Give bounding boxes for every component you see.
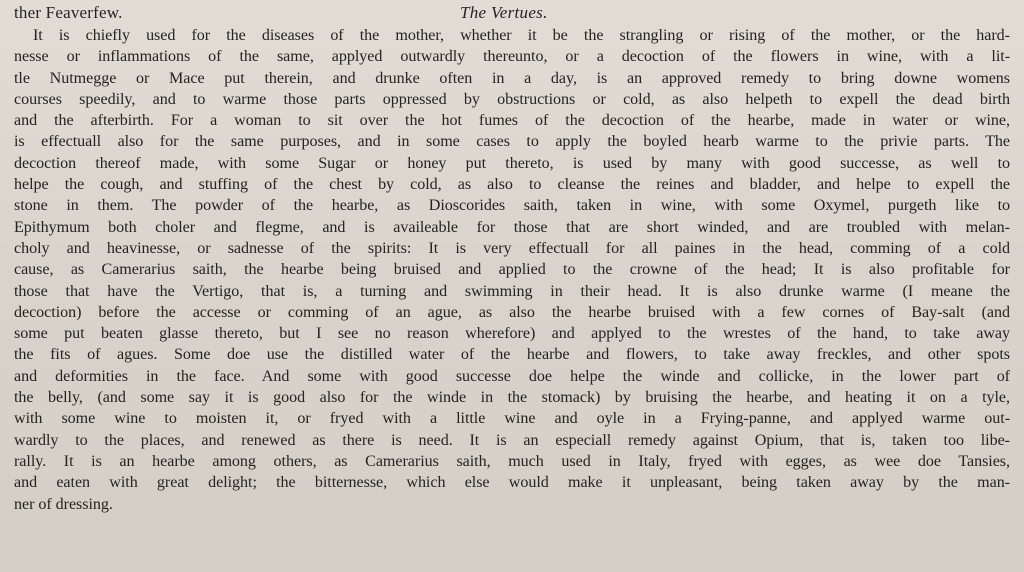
text-line: It is chiefly used for the diseases of the mother, whether it be the strangling or rising of the mother, or the hard- bbox=[33, 27, 1010, 44]
text-line: and eaten with great delight; the bitternesse, which else would make it unpleasant, being taken away by the man- bbox=[14, 474, 1010, 492]
text-line: nesse or inflammations of the same, applyed outwardly thereunto, or a decoction of the flowers in wine, with a lit- bbox=[14, 48, 1010, 66]
text-line: those that have the Vertigo, that is, a turning and swimming in their head. It is also drunke warme (I meane the bbox=[14, 282, 1010, 300]
text-line: and deformities in the face. And some with good successe doe helpe the winde and collicke, in the lower part of bbox=[14, 367, 1010, 385]
text-line: Epithymum both choler and flegme, and is availeable for those that are short winded, and are troubled with melan- bbox=[14, 218, 1010, 236]
text-line: decoction thereof made, with some Sugar or honey put thereto, is used by many with good successe, as well to bbox=[14, 154, 1010, 172]
text-line: the belly, (and some say it is good also for the winde in the stomack) by bruising the hearbe, and heating it on a tyle, bbox=[14, 389, 1010, 407]
text-line: some put beaten glasse thereto, but I see no reason wherefore) and applyed to the wrestes of the hand, to take away bbox=[14, 325, 1010, 343]
text-line: stone in them. The powder of the hearbe, as Dioscorides saith, taken in wine, with some Oxymel, purgeth like to bbox=[14, 197, 1010, 215]
body-paragraph bbox=[14, 25, 1010, 515]
running-head-left: ther Feaverfew. bbox=[14, 3, 123, 22]
text-line: wardly to the places, and renewed as there is need. It is an especiall remedy against Opium, that is, taken too libe- bbox=[14, 431, 1010, 449]
text-line: ner of dressing. bbox=[14, 495, 113, 513]
text-line: cause, as Camerarius saith, the hearbe being bruised and applied to the crowne of the head; It is also profitable for bbox=[14, 261, 1010, 279]
text-line: tle Nutmegge or Mace put therein, and drunke often in a day, is an approved remedy to bring downe womens bbox=[14, 69, 1010, 87]
running-title: The Vertues. bbox=[460, 3, 548, 22]
text-line: with some wine to moisten it, or fryed with a little wine and oyle in a Frying-panne, and applyed warme out- bbox=[14, 410, 1010, 428]
text-line: is effectuall also for the same purposes, and in some cases to apply the boyled hearb warme to the privie parts. The bbox=[14, 133, 1010, 151]
text-line: choly and heavinesse, or sadnesse of the spirits: It is very effectuall for all paines in the head, comming of a cold bbox=[14, 239, 1010, 257]
text-line: the fits of agues. Some doe use the distilled water of the hearbe and flowers, to take away freckles, and other spots bbox=[14, 346, 1010, 364]
text-line: decoction) before the accesse or comming of an ague, as also the hearbe bruised with a few cornes of Bay-salt (and bbox=[14, 303, 1010, 321]
text-line: helpe the cough, and stuffing of the chest by cold, as also to cleanse the reines and bladder, and helpe to expell the bbox=[14, 176, 1010, 194]
page-header bbox=[14, 1, 1010, 25]
text-line: and the afterbirth. For a woman to sit over the hot fumes of the decoction of the hearbe, made in water or wine, bbox=[14, 112, 1010, 130]
text-line: courses speedily, and to warme those parts oppressed by obstructions or cold, as also helpeth to expell the dead birth bbox=[14, 90, 1010, 108]
text-line: rally. It is an hearbe among others, as Camerarius saith, much used in Italy, fryed with egges, as wee doe Tansies, bbox=[14, 452, 1010, 470]
